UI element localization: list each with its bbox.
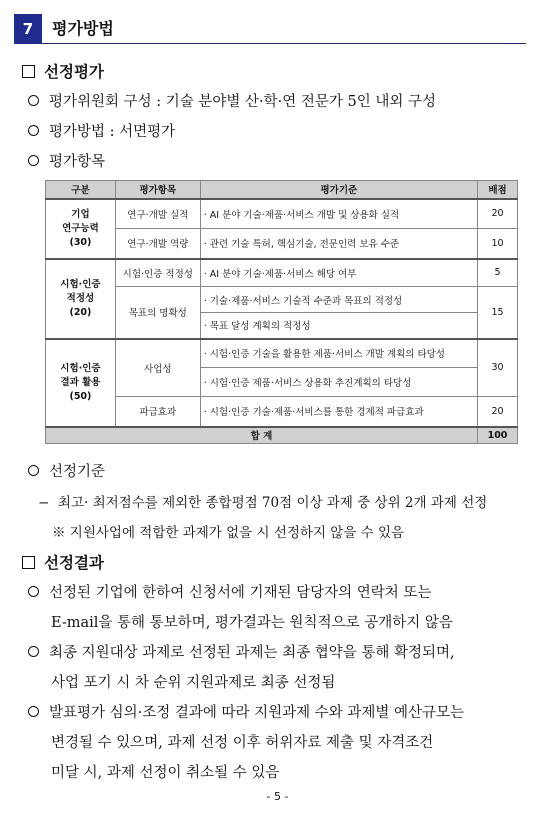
item-cell: 사업성 (115, 339, 200, 397)
item-cell: 연구·개발 실적 (115, 199, 200, 229)
column-header: 평가기준 (200, 181, 477, 199)
circle-bullet-icon (28, 646, 39, 657)
criteria-cell: · AI 분야 기술·제품·서비스 해당 여부 (200, 259, 477, 287)
table-row (46, 199, 518, 229)
checkbox-square-icon (22, 556, 35, 569)
list-item-continuation: 변경될 수 있으며, 과제 선정 이후 허위자료 제출 및 자격조건 (51, 735, 434, 751)
score-cell: 30 (478, 339, 518, 397)
list-item-continuation: 사업 포기 시 차 순위 지원과제로 최종 선정됨 (51, 675, 336, 691)
list-item-continuation: 미달 시, 과제 선정이 취소될 수 있음 (51, 765, 280, 781)
page-number: - 5 - (266, 790, 289, 803)
circle-bullet-icon (28, 155, 39, 166)
total-score: 100 (478, 427, 518, 444)
item-cell: 목표의 명확성 (115, 287, 200, 339)
item-cell: 파급효과 (115, 397, 200, 427)
list-item-continuation: E-mail을 통해 통보하며, 평가결과는 원칙적으로 공개하지 않음 (51, 615, 453, 631)
criteria-cell: · 시험·인증 제품·서비스 상용화 추진계획의 타당성 (200, 368, 477, 397)
table-row (46, 397, 518, 427)
criteria-cell: · 관련 기술 특허, 핵심기술, 전문인력 보유 수준 (200, 229, 477, 259)
score-cell: 10 (478, 229, 518, 259)
total-label: 합 계 (46, 427, 478, 444)
item-cell: 시험·인증 적정성 (115, 259, 200, 287)
category-cell: 시험·인증 적정성 (20) (46, 259, 116, 339)
score-cell: 5 (478, 259, 518, 287)
list-item: 선정기준 (28, 460, 105, 481)
circle-bullet-icon (28, 125, 39, 136)
subheading-results: 선정결과 (22, 551, 104, 573)
section-title: 평가방법 (52, 19, 114, 38)
item-cell: 연구·개발 역량 (115, 229, 200, 259)
circle-bullet-icon (28, 586, 39, 597)
section-header (14, 14, 526, 44)
table-row (46, 339, 518, 368)
section-number: 7 (14, 14, 42, 44)
table-row (46, 229, 518, 259)
dash-icon: − (38, 495, 50, 511)
evaluation-table (45, 180, 518, 444)
criteria-cell: · AI 분야 기술·제품·서비스 개발 및 상용화 실적 (200, 199, 477, 229)
table-header-row (46, 181, 518, 199)
circle-bullet-icon (28, 95, 39, 106)
circle-bullet-icon (28, 465, 39, 476)
score-cell: 20 (478, 199, 518, 229)
criteria-cell: · 목표 달성 계획의 적정성 (200, 313, 477, 339)
list-item: 평가항목 (28, 150, 105, 171)
list-item: 발표평가 심의·조정 결과에 따라 지원과제 수와 과제별 예산규모는 (28, 701, 464, 722)
list-item: 평가위원회 구성 : 기술 분야별 산·학·연 전문가 5인 내외 구성 (28, 90, 436, 111)
column-header: 평가항목 (115, 181, 200, 199)
note-text: ※ 지원사업에 적합한 과제가 없을 시 선정하지 않을 수 있음 (52, 525, 405, 541)
table-row (46, 259, 518, 287)
category-cell: 기업 연구능력 (30) (46, 199, 116, 259)
column-header: 구분 (46, 181, 116, 199)
criteria-cell: · 시험·인증 기술·제품·서비스를 통한 경제적 파급효과 (200, 397, 477, 427)
table-row (46, 287, 518, 313)
circle-bullet-icon (28, 706, 39, 717)
criteria-cell: · 기술·제품·서비스 기술적 수준과 목표의 적정성 (200, 287, 477, 313)
checkbox-square-icon (22, 65, 35, 78)
score-cell: 15 (478, 287, 518, 339)
column-header: 배점 (478, 181, 518, 199)
subheading-selection-eval: 선정평가 (22, 60, 104, 82)
score-cell: 20 (478, 397, 518, 427)
list-item: 선정된 기업에 한하여 신청서에 기재된 담당자의 연락처 또는 (28, 581, 431, 602)
list-item: 최종 지원대상 과제로 선정된 과제는 최종 협약을 통해 확정되며, (28, 641, 455, 662)
criteria-cell: · 시험·인증 기술을 활용한 제품·서비스 개발 계획의 타당성 (200, 339, 477, 368)
category-cell: 시험·인증 결과 활용 (50) (46, 339, 116, 427)
total-row (46, 427, 518, 444)
list-item: 평가방법 : 서면평가 (28, 120, 175, 141)
dash-item: − 최고· 최저점수를 제외한 종합평점 70점 이상 과제 중 상위 2개 과제 선정 (38, 495, 488, 511)
